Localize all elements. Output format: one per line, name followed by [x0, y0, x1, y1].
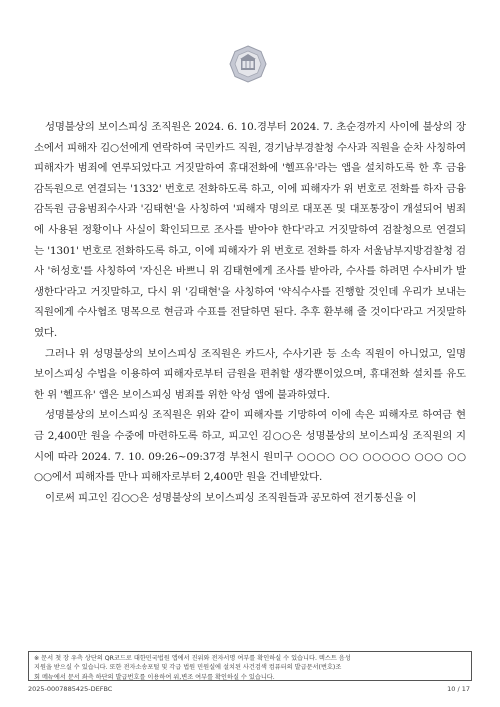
- paragraph-1: 성명불상의 보이스피싱 조직원은 2024. 6. 10.경부터 2024. 7. 초순경까지 사이에 불상의 장소에서 피해자 김○선에게 연락하여 국민카드 직원, 경기남부경찰청 수사과 직원을 순차 사칭하여 피해자가 범죄에 연루되었다고 거짓말하여 휴대전화에 '헬프유'라는 앱을 설치하도록 한 후 금융감독원으로 연결되는 '1332' 번호로 전화하도록 하고, 이에 피해자가 위 번호로 전화를 하자 금융감독원 금융범죄수사과 '김태현'을 사칭하여 '피해자 명의로 대포폰 및 대포통장이 개설되어 범죄에 사용된 정황이나 사실이 확인되므로 조사를 받아야 한다'라고 거짓말하여 검찰청으로 연결되는 '1301' 번호로 전화하도록 하고, 이에 피해자가 위 번호로 전화를 하자 서울남부지방검찰청 검사 '허성호'를 사칭하여 '자신은 바쁘니 위 김태현에게 조사를 받아라, 수사를 하려면 수사비가 발생한다'라고 거짓말하고, 다시 위 '김태현'을 사칭하여 '약식수사를 진행할 것인데 우리가 보내는 직원에게 수사협조 명목으로 현금과 수표를 전달하면 된다. 추후 환부해 줄 것이다'라고 거짓말하였다.: [34, 121, 466, 339]
- document-body: [34, 117, 466, 508]
- court-emblem-icon: [228, 44, 268, 84]
- notice-line-1: ※ 문서 첫 장 우측 상단의 QR코드로 대한민국법원 앱에서 진위와 전자서명 여부를 확인하실 수 있습니다. 텍스트 음성: [34, 655, 351, 662]
- issue-number: 2025-0007885425-DEFBC: [28, 685, 113, 693]
- paragraph-3: 성명불상의 보이스피싱 조직원은 위와 같이 피해자를 기망하여 이에 속은 피해자로 하여금 현금 2,400만 원을 수중에 마련하도록 하고, 피고인 김○○은 성명불상의 보이스피싱 조직원의 지시에 따라 2024. 7. 10. 09:26~09:37경 부천시 원미구 ○○○○ ○○ ○○○○○ ○○○ ○○ ○○에서 피해자를 만나 피해자로부터 2,400만 원을 건네받았다.: [34, 409, 466, 484]
- notice-line-3: 회 메뉴에서 문서 좌측 하단의 발급번호를 이용하여 위,변조 여부를 확인하실 수 있습니다.: [34, 673, 275, 681]
- paragraph-2: 그러나 위 성명불상의 보이스피싱 조직원은 카드사, 수사기관 등 소속 직원이 아니었고, 일명 보이스피싱 수법을 이용하여 피해자로부터 금원을 편취할 생각뿐이었으며, 휴대전화 설치를 유도한 위 '헬프유' 앱은 보이스피싱 범죄를 위한 악성 앱에 불과하였다.: [34, 347, 466, 401]
- page-number: 10 / 17: [447, 685, 470, 693]
- notice-line-2: 지원을 받으실 수 있습니다. 또한 전자소송포털 및 각급 법원 민원실에 설치된 사건검색 컴퓨터의 발급문서(번호)조: [34, 664, 342, 672]
- verification-notice-box: [28, 651, 472, 681]
- paragraph-4: 이로써 피고인 김○○은 성명불상의 보이스피싱 조직원들과 공모하여 전기통신을 이: [45, 491, 417, 504]
